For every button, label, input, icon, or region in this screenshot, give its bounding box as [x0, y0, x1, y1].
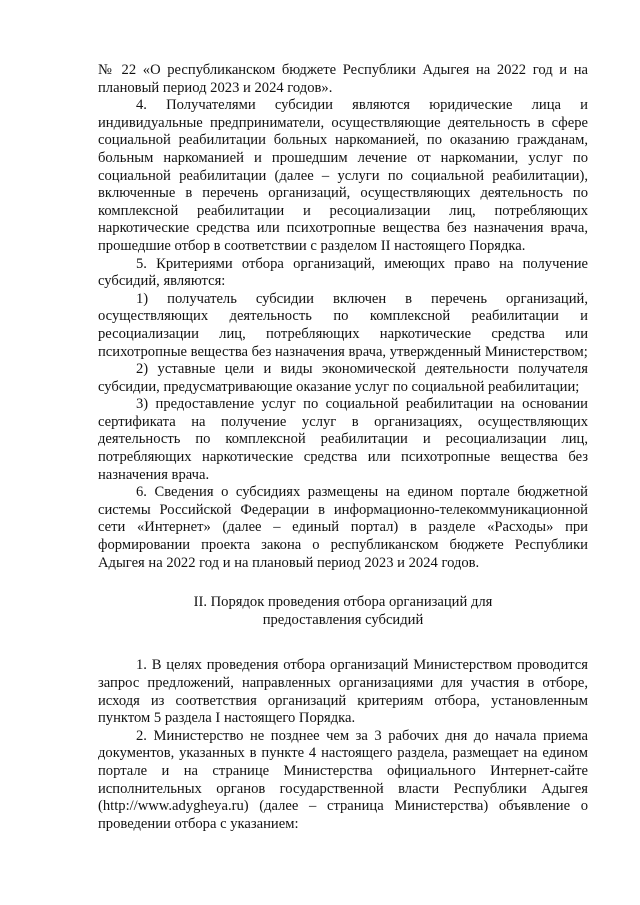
paragraph-continuation: № 22 «О республиканском бюджете Республики Адыгея на 2022 год и на плановый период 2023 и 2024 годов». — [98, 62, 588, 96]
paragraph-section2-item-2: 2. Министерство не позднее чем за 3 рабочих дня до начала приема документов, указанных в пункте 4 настоящего раздела, размещает на едином портале и на странице Министерства официального Интернет-сайте исполнительных органов государственной власти Республики Адыгея (http://www.adygheya.ru) (далее – страница Министерства) объявление о проведении отбора с указанием: — [98, 727, 588, 832]
paragraph-item-6: 6. Сведения о субсидиях размещены на едином портале бюджетной системы Российской Федерации в информационно-телекоммуникационной сети «Интернет» (далее – единый портал) в разделе «Расходы» при формировании проекта закона о республиканском бюджете Республики Адыгея на 2022 год и на плановый период 2023 и 2024 годов. — [98, 484, 588, 571]
document-page — [98, 62, 588, 833]
paragraph-item-4: 4. Получателями субсидии являются юридические лица и индивидуальные предприниматели, осуществляющие деятельность в сфере социальной реабилитации больных наркоманией, по оказанию гражданам, больным наркоманией и прошедшим лечение от наркомании, услуг по социальной реабилитации (далее – услуги по социальной реабилитации), включенные в перечень организаций, осуществляющих деятельность по комплексной реабилитации и ресоциализации лиц, потребляющих наркотические средства или психотропные вещества без назначения врача, прошедшие отбор в соответствии с разделом II настоящего Порядка. — [98, 97, 588, 254]
section-heading-line-1: II. Порядок проведения отбора организаций для — [193, 594, 493, 611]
paragraph-criterion-3: 3) предоставление услуг по социальной реабилитации на основании сертификата на получение услуг в организациях, осуществляющих деятельность по комплексной реабилитации и ресоциализации лиц, потребляющих наркотические средства или психотропные вещества без назначения врача. — [98, 396, 588, 483]
paragraph-section2-item-1: 1. В целях проведения отбора организаций Министерством проводится запрос предложений, направленных организациями для участия в отборе, исходя из соответствия организаций критериям отбора, установленным пунктом 5 раздела I настоящего Порядка. — [98, 657, 588, 727]
section-heading — [98, 594, 588, 629]
paragraph-criterion-1: 1) получатель субсидии включен в перечень организаций, осуществляющих деятельность по комплексной реабилитации и ресоциализации лиц, потребляющих наркотические средства или психотропные вещества без назначения врача, утвержденный Министерством; — [98, 290, 588, 360]
paragraph-item-5: 5. Критериями отбора организаций, имеющих право на получение субсидий, являются: — [98, 255, 588, 290]
paragraph-criterion-2: 2) уставные цели и виды экономической деятельности получателя субсидии, предусматривающие оказание услуг по социальной реабилитации; — [98, 361, 588, 395]
section-heading-line-2: предоставления субсидий — [262, 611, 424, 628]
